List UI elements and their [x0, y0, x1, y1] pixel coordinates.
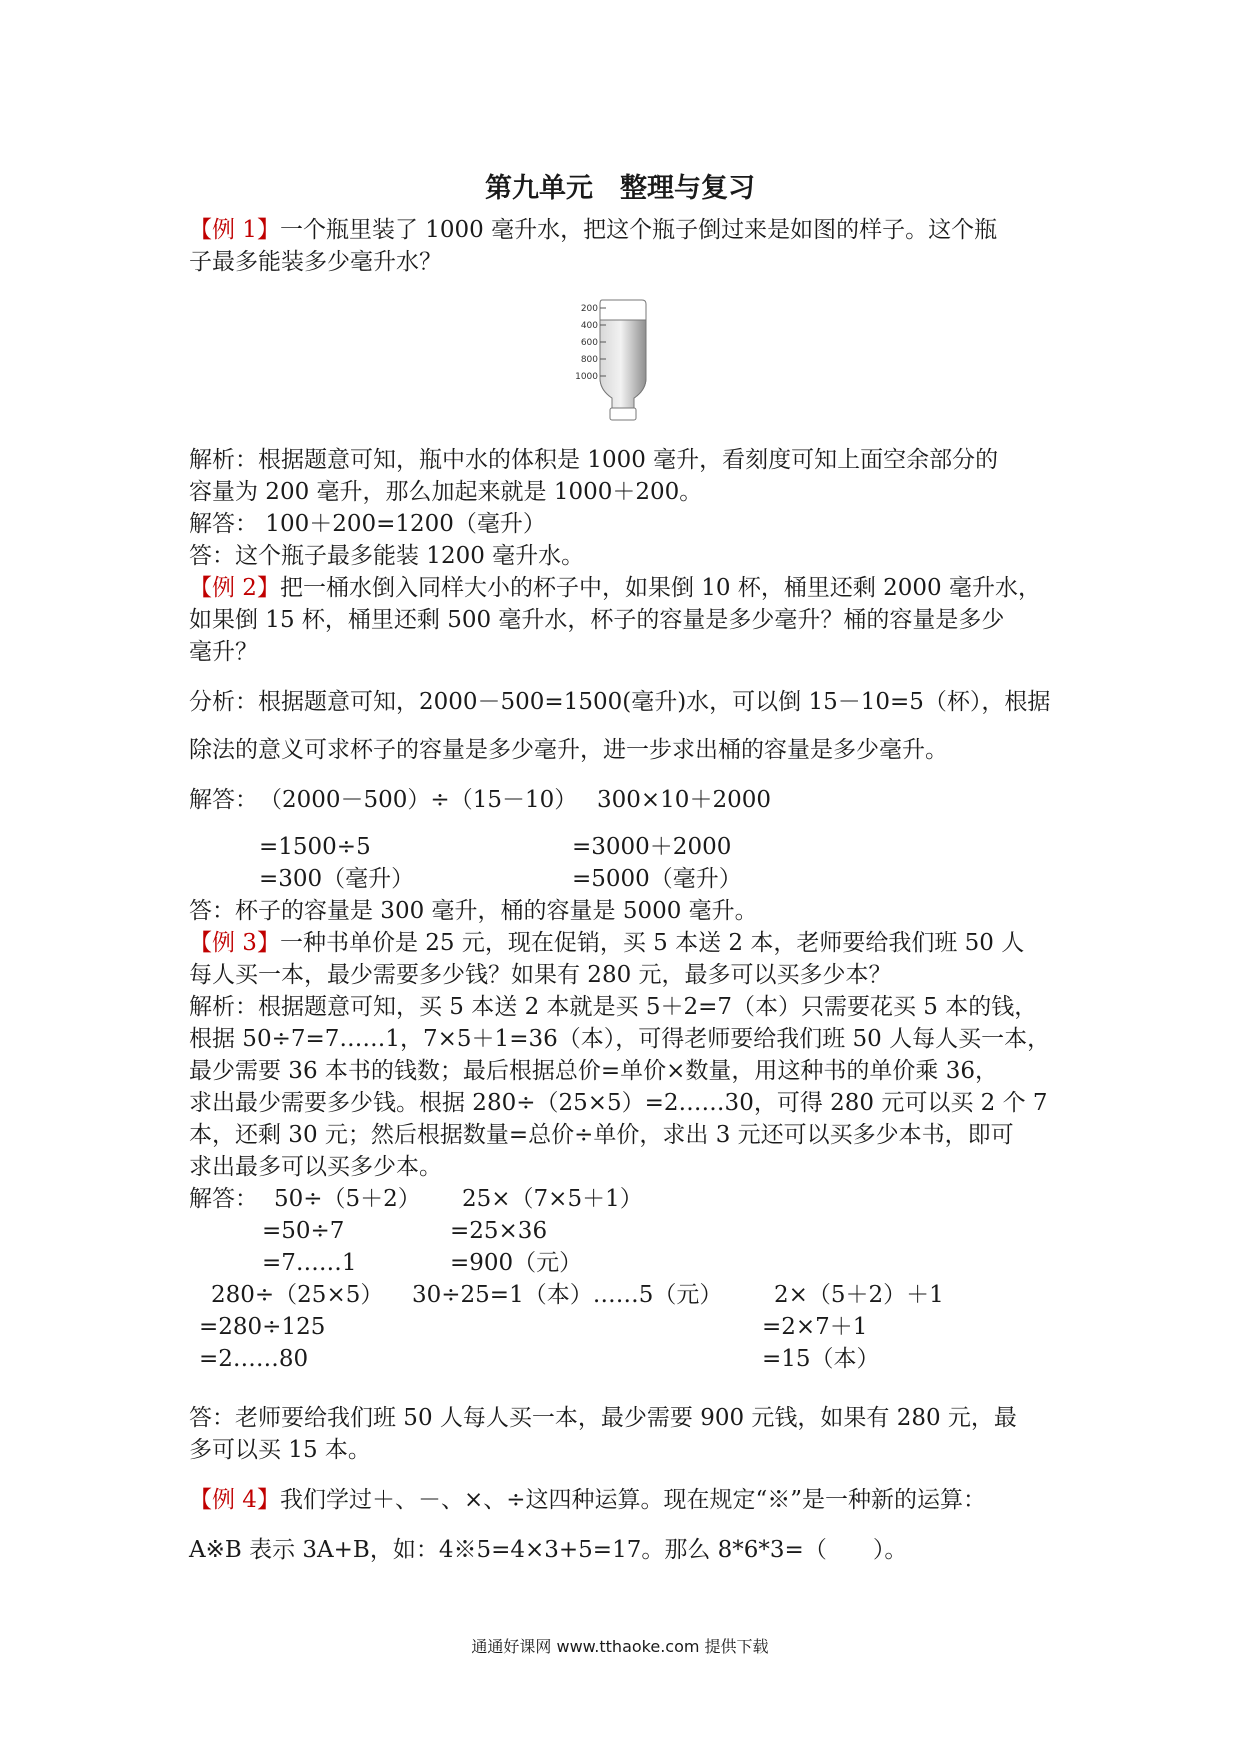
- example-3-answer-line-2: 多可以买 15 本。: [189, 1437, 371, 1463]
- inverted-bottle-figure: [560, 294, 680, 426]
- example-2-calc-right: 300×10＋2000: [597, 787, 771, 813]
- bottle-scale-label: 1000: [575, 372, 598, 382]
- example-2-calc-right: =5000（毫升）: [572, 866, 742, 892]
- example-3-analysis-line: 本，还剩 30 元；然后根据数量=总价÷单价，求出 3 元还可以买多少本书，即可: [189, 1122, 1014, 1148]
- bottle-scale-label: 400: [580, 321, 598, 331]
- example-2-question-line-1: [189, 572, 1041, 604]
- example-3-question-line-1: [189, 927, 1024, 959]
- example-2-question-line-3: 毫升？: [189, 639, 258, 665]
- bottle-scale-label: 600: [580, 338, 598, 348]
- example-2-calc-right: =3000＋2000: [572, 834, 732, 860]
- example-3-question-text: 一种书单价是 25 元，现在促销，买 5 本送 2 本，老师要给我们班 50 人: [279, 930, 1025, 956]
- example-2-analysis-line-1: 分析：根据题意可知，2000－500=1500(毫升)水，可以倒 15－10=5（杯），根据: [189, 689, 1051, 715]
- example-3-analysis-line: 解析：根据题意可知，买 5 本送 2 本就是买 5＋2=7（本）只需要花买 5 本的钱，: [189, 994, 1038, 1020]
- page-title: 第九单元 整理与复习: [485, 173, 755, 204]
- example-3-answer-line-1: 答：老师要给我们班 50 人每人买一本，最少需要 900 元钱，如果有 280 元，最: [189, 1405, 1017, 1431]
- example-3-calc: =50÷7: [262, 1218, 345, 1244]
- example-3-calc: 280÷（25×5）: [211, 1282, 384, 1308]
- example-4-tag: 【例 4】: [189, 1487, 280, 1513]
- example-3-calc: =25×36: [450, 1218, 548, 1244]
- example-1-question-line-1: [189, 214, 997, 246]
- example-3-tag: 【例 3】: [189, 930, 280, 956]
- bottle-scale-label: 200: [580, 304, 598, 314]
- example-3-calc: =2×7＋1: [762, 1314, 868, 1340]
- example-3-calc: =900（元）: [450, 1250, 583, 1276]
- example-3-calc: =2……80: [199, 1346, 309, 1372]
- example-2-answer: 答：杯子的容量是 300 毫升，桶的容量是 5000 毫升。: [189, 898, 758, 924]
- example-3-analysis-line: 最少需要 36 本书的钱数；最后根据总价=单价×数量，用这种书的单价乘 36，: [189, 1058, 999, 1084]
- example-1-analysis-line-1: 解析：根据题意可知，瓶中水的体积是 1000 毫升，看刻度可知上面空余部分的: [189, 447, 999, 473]
- example-4-question-text: 我们学过＋、－、×、÷这四种运算。现在规定“※”是一种新的运算：: [279, 1487, 987, 1513]
- example-2-tag: 【例 2】: [189, 575, 280, 601]
- example-2-question-text: 把一桶水倒入同样大小的杯子中，如果倒 10 杯，桶里还剩 2000 毫升水，: [279, 575, 1041, 601]
- example-3-calc: 2×（5＋2）＋1: [774, 1282, 944, 1308]
- example-3-calc: 50÷（5＋2）: [274, 1186, 421, 1212]
- example-1-question-line-2: 子最多能装多少毫升水？: [189, 249, 442, 275]
- page-footer: 通通好课网 www.tthaoke.com 提供下载: [471, 1637, 769, 1656]
- example-2-solution-label: 解答：: [189, 787, 258, 813]
- example-2-calc-left: （2000－500）÷（15－10）: [259, 787, 578, 813]
- example-1-analysis-line-2: 容量为 200 毫升，那么加起来就是 1000＋200。: [189, 479, 703, 505]
- example-2-calc-left: =1500÷5: [259, 834, 371, 860]
- example-3-analysis-line: 根据 50÷7=7……1，7×5＋1=36（本），可得老师要给我们班 50 人每人买一本，: [189, 1026, 1051, 1052]
- example-3-question-line-2: 每人买一本，最少需要多少钱？如果有 280 元，最多可以买多少本？: [189, 962, 892, 988]
- example-1-solution: 解答： 100＋200=1200（毫升）: [189, 511, 546, 537]
- example-3-calc: =7……1: [262, 1250, 357, 1276]
- example-2-calc-left: =300（毫升）: [259, 866, 415, 892]
- example-1-question-text: 一个瓶里装了 1000 毫升水，把这个瓶子倒过来是如图的样子。这个瓶: [279, 217, 998, 243]
- example-2-analysis-line-2: 除法的意义可求杯子的容量是多少毫升，进一步求出桶的容量是多少毫升。: [189, 737, 948, 763]
- bottle-scale-label: 800: [580, 355, 598, 365]
- example-4-question-line-2: A※B 表示 3A+B，如：4※5=4×3+5=17。那么 8*6*3=（ ）。: [189, 1537, 908, 1563]
- example-3-analysis-line: 求出最少需要多少钱。根据 280÷（25×5）=2……30，可得 280 元可以买 2 个 7: [189, 1090, 1048, 1116]
- example-2-question-line-2: 如果倒 15 杯，桶里还剩 500 毫升水，杯子的容量是多少毫升？桶的容量是多少: [189, 607, 1005, 633]
- example-1-answer: 答：这个瓶子最多能装 1200 毫升水。: [189, 543, 585, 569]
- example-4-question-line-1: [189, 1484, 986, 1516]
- example-1-tag: 【例 1】: [189, 217, 280, 243]
- example-3-calc: 30÷25=1（本）……5（元）: [412, 1282, 723, 1308]
- example-3-analysis-line: 求出最多可以买多少本。: [189, 1154, 442, 1180]
- example-3-solution-label: 解答：: [189, 1186, 258, 1212]
- example-3-calc: =280÷125: [199, 1314, 326, 1340]
- example-3-calc: 25×（7×5＋1）: [462, 1186, 643, 1212]
- example-3-calc: =15（本）: [762, 1346, 880, 1372]
